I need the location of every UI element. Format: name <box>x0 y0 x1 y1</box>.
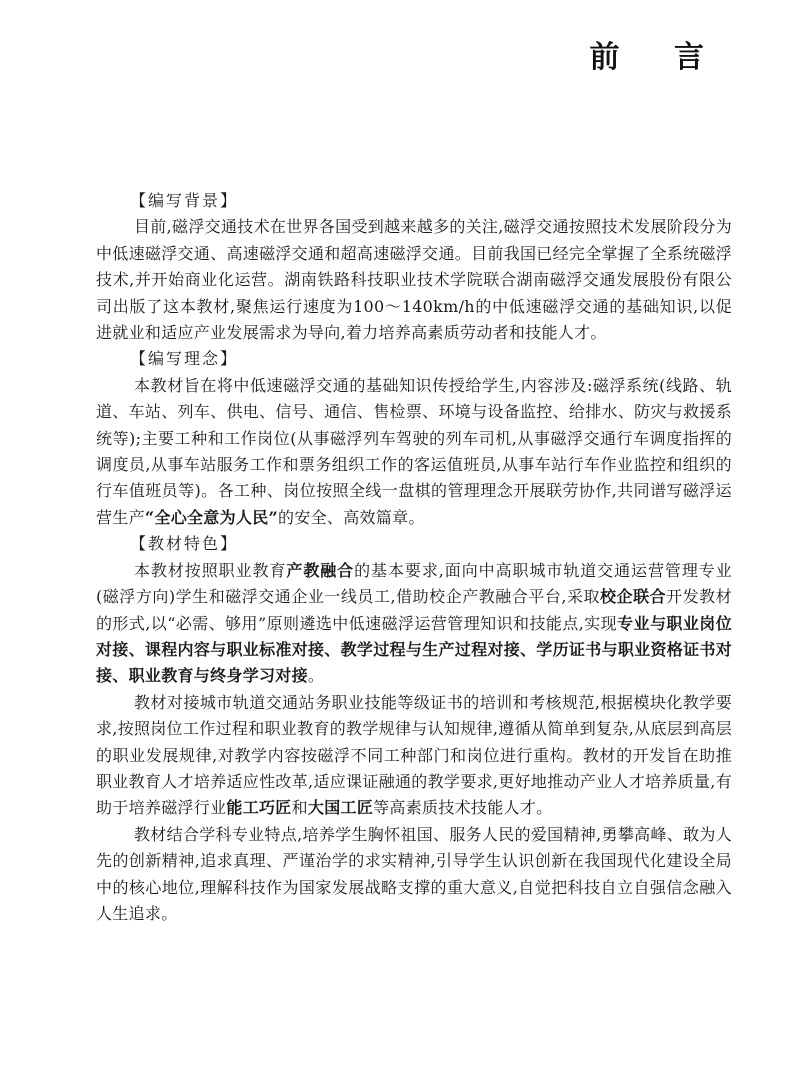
text-run: 本教材按照职业教育 <box>134 560 287 580</box>
bold-text-run: “全心全意为人民” <box>144 507 279 527</box>
text-run: 教材结合学科专业特点,培养学生胸怀祖国、服务人民的爱国精神,勇攀高峰、敢为人先的创新精神,追求真理、严谨治学的求实精神,引导学生认识创新在我国现代化建设全局中的核心地位,理解科技作为国家发展战略支撑的重大意义,自觉把科技自立自强信念融入人生追求。 <box>96 824 732 923</box>
section-heading: 【编写理念】 <box>130 349 239 369</box>
paragraph <box>96 822 732 928</box>
text-run: 。 <box>307 666 325 686</box>
text-run: 和 <box>291 798 308 818</box>
section-textbook-features <box>96 531 732 927</box>
bold-text-run: 能工巧匠 <box>226 798 292 818</box>
text-run: 的基本要求,面向中高职城市轨道交通运营管理专业(磁浮方向)学生和磁浮交通企业一线员工,借助校企产教融合平台,采取 <box>96 560 732 607</box>
text-run: 等高素质技术技能人才。 <box>373 798 553 818</box>
bold-text-run: 校企联合 <box>600 587 667 607</box>
paragraph <box>96 373 732 531</box>
section-writing-concept <box>96 346 732 531</box>
page-title: 前 言 <box>589 40 726 75</box>
paragraph <box>96 214 732 346</box>
text-run: 教材对接城市轨道交通站务职业技能等级证书的培训和考核规范,根据模块化教学要求,按照岗位工作过程和职业教育的教学规律与认知规律,遵循从简单到复杂,从底层到高层的职业发展规律,对教学内容按磁浮不同工种部门和岗位进行重构。教材的开发旨在助推职业教育人才培养适应性改革,适应课证融通的教学要求,更好地推动产业人才培养质量,有助于培养磁浮行业 <box>96 692 732 818</box>
text-run: 本教材旨在将中低速磁浮交通的基础知识传授给学生,内容涉及:磁浮系统(线路、轨道、车站、列车、供电、信号、通信、售检票、环境与设备监控、给排水、防灾与救援系统等);主要工种和工作岗位(从事磁浮列车驾驶的列车司机,从事磁浮交通行车调度指挥的调度员,从事车站服务工作和票务组织工作的客运值班员,从事车站行车作业监控和组织的行车值班员等)。各工种、岗位按照全线一盘棋的管理理念开展联劳协作,共同谱写磁浮运营生产 <box>96 375 732 527</box>
text-run: 目前,磁浮交通技术在世界各国受到越来越多的关注,磁浮交通按照技术发展阶段分为中低速磁浮交通、高速磁浮交通和超高速磁浮交通。目前我国已经完全掌握了全系统磁浮技术,并开始商业化运营。湖南铁路科技职业技术学院联合湖南磁浮交通发展股份有限公司出版了这本教材,聚焦运行速度为100～140km/h的中低速磁浮交通的基础知识,以促进就业和适应产业发展需求为导向,着力培养高素质劳动者和技能人才。 <box>96 217 732 343</box>
text-run: 的安全、高效篇章。 <box>278 507 425 527</box>
bold-text-run: 产教融合 <box>286 560 355 580</box>
bold-text-run: 大国工匠 <box>307 798 374 818</box>
bold-text-run: 专业与职业岗位对接、课程内容与职业标准对接、教学过程与生产过程对接、学历证书与职业资格证书对接、职业教育与终身学习对接 <box>96 613 732 686</box>
document-body <box>96 188 732 927</box>
paragraph <box>96 558 732 690</box>
section-heading: 【编写背景】 <box>130 191 239 210</box>
paragraph <box>96 690 732 822</box>
text-run: 开发教材的形式,以“必需、够用”原则遴选中低速磁浮运营管理知识和技能点,实现 <box>96 587 733 633</box>
section-heading: 【教材特色】 <box>130 534 239 554</box>
section-writing-background <box>96 188 732 346</box>
